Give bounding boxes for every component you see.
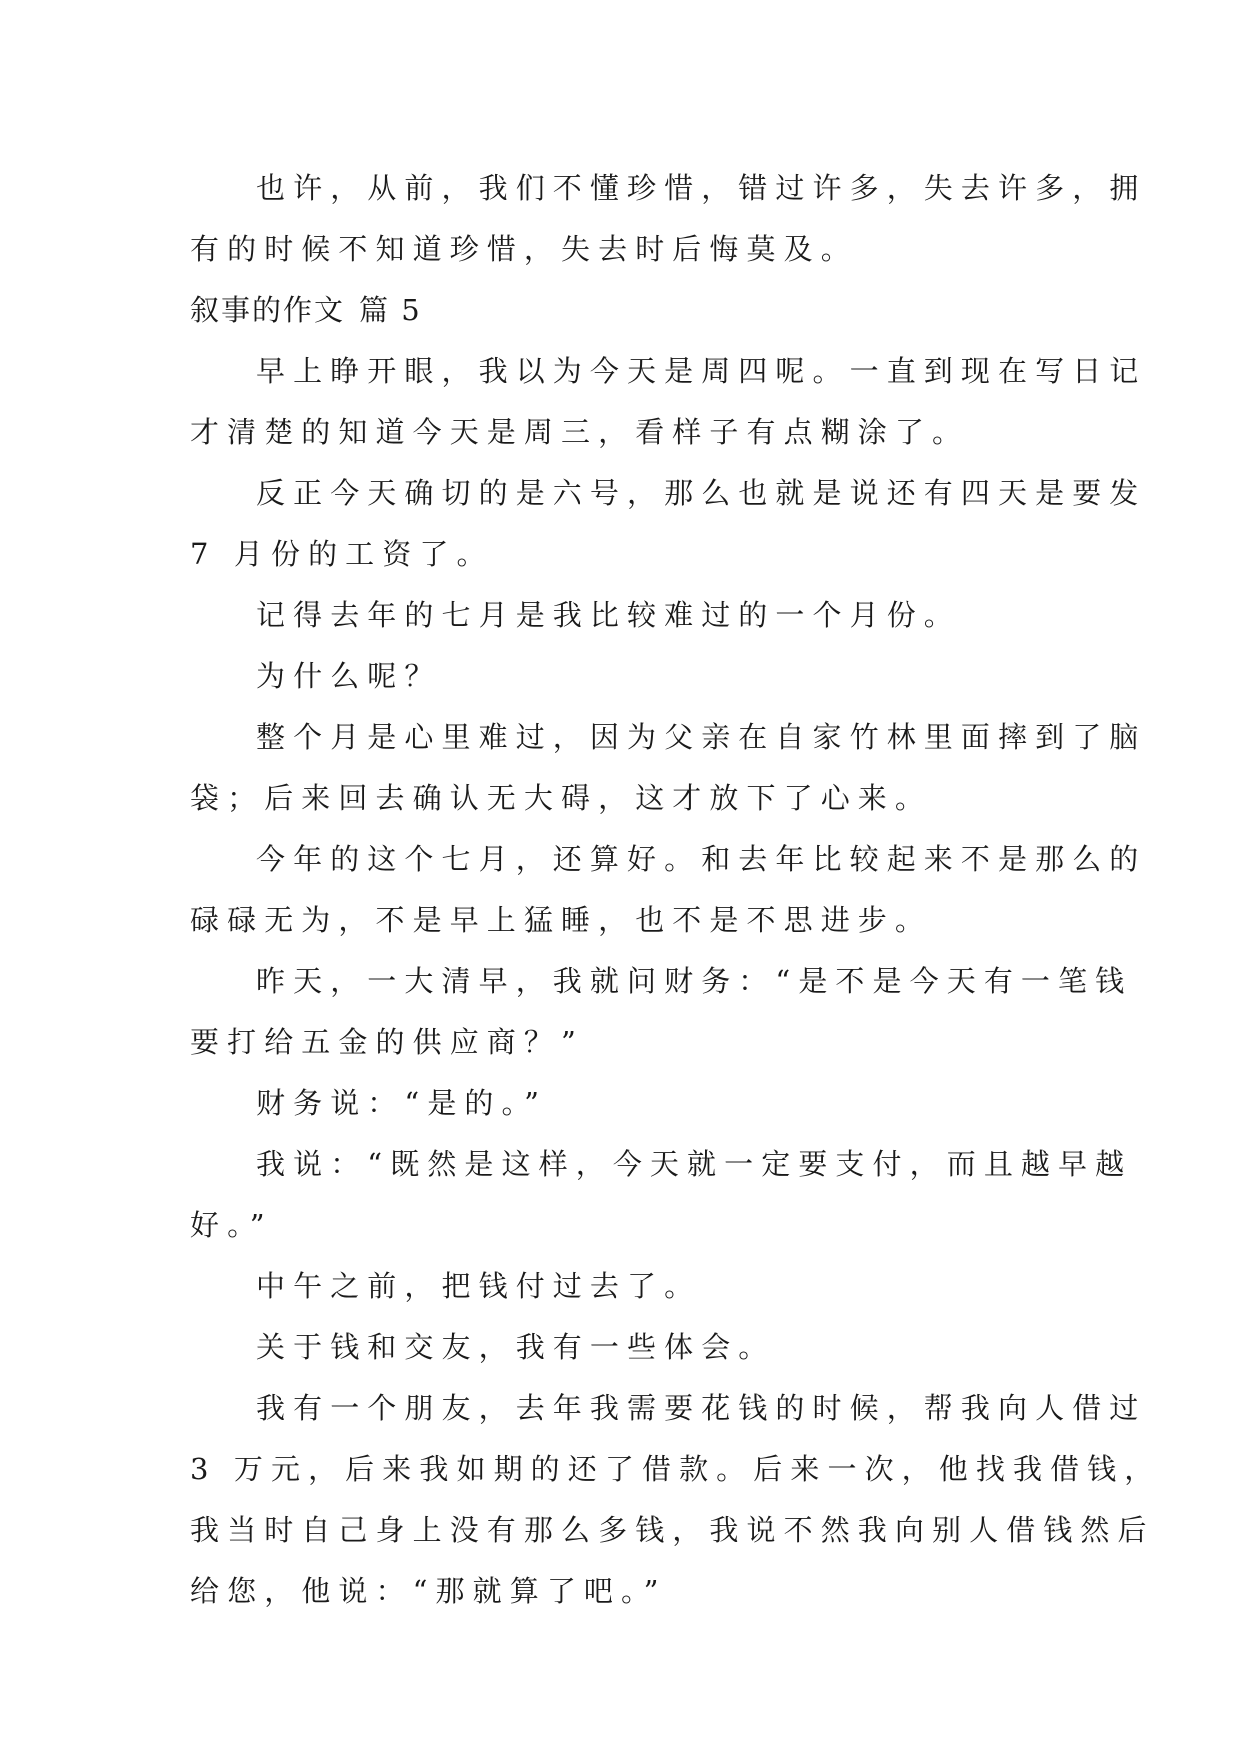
- paragraph: [190, 1073, 1056, 1134]
- text-line: 早上睁开眼，我以为今天是周四呢。一直到现在写日记: [256, 354, 1147, 388]
- paragraph: [190, 585, 1056, 646]
- text-line: 我说：“既然是这样，今天就一定要支付，而且越早越: [256, 1147, 1133, 1181]
- heading-number: 篇 5: [359, 293, 422, 327]
- paragraph: [190, 158, 1147, 280]
- text-line: 我有一个朋友，去年我需要花钱的时候，帮我向人借过: [256, 1391, 1147, 1425]
- paragraph: [190, 1317, 1056, 1378]
- paragraph: [190, 463, 1147, 585]
- paragraph: [190, 1256, 1056, 1317]
- text-line: 反正今天确切的是六号，那么也就是说还有四天是要发: [256, 476, 1147, 510]
- heading-title: 叙事的作文: [190, 293, 346, 327]
- text-line: 有的时候不知道珍惜，失去时后悔莫及。: [190, 232, 858, 266]
- text-line: 要打给五金的供应商？”: [190, 1025, 584, 1059]
- text-line: 也许，从前，我们不懂珍惜，错过许多，失去许多，拥: [256, 171, 1147, 205]
- text-line: 整个月是心里难过，因为父亲在自家竹林里面摔到了脑: [256, 720, 1147, 754]
- text-line: 为什么呢？: [256, 659, 442, 693]
- text-line: 我当时自己身上没有那么多钱，我说不然我向别人借钱然后: [190, 1513, 1155, 1547]
- text-line: 7 月份的工资了。: [190, 537, 494, 571]
- text-line: 袋；后来回去确认无大碍，这才放下了心来。: [190, 781, 933, 815]
- text-line: 今年的这个七月，还算好。和去年比较起来不是那么的: [256, 842, 1147, 876]
- text-line: 3 万元，后来我如期的还了借款。后来一次，他找我借钱，: [190, 1452, 1162, 1486]
- paragraph: [190, 1134, 1133, 1256]
- paragraph: [190, 829, 1147, 951]
- text-line: 给您，他说：“那就算了吧。”: [190, 1574, 667, 1608]
- text-line: 昨天，一大清早，我就问财务：“是不是今天有一笔钱: [256, 964, 1133, 998]
- document-body: [190, 158, 1162, 1622]
- text-line: 好。”: [190, 1208, 273, 1242]
- text-line: 关于钱和交友，我有一些体会。: [256, 1330, 776, 1364]
- text-line: 中午之前，把钱付过去了。: [256, 1269, 702, 1303]
- paragraph: [190, 1378, 1162, 1622]
- paragraph: [190, 341, 1147, 463]
- text-line: 财务说：“是的。”: [256, 1086, 548, 1120]
- paragraph: [190, 707, 1147, 829]
- paragraph: [190, 646, 1056, 707]
- text-line: 记得去年的七月是我比较难过的一个月份。: [256, 598, 961, 632]
- text-line: 才清楚的知道今天是周三，看样子有点糊涂了。: [190, 415, 970, 449]
- paragraph: [190, 951, 1133, 1073]
- text-line: 碌碌无为，不是早上猛睡，也不是不思进步。: [190, 903, 933, 937]
- section-heading: [190, 280, 1056, 341]
